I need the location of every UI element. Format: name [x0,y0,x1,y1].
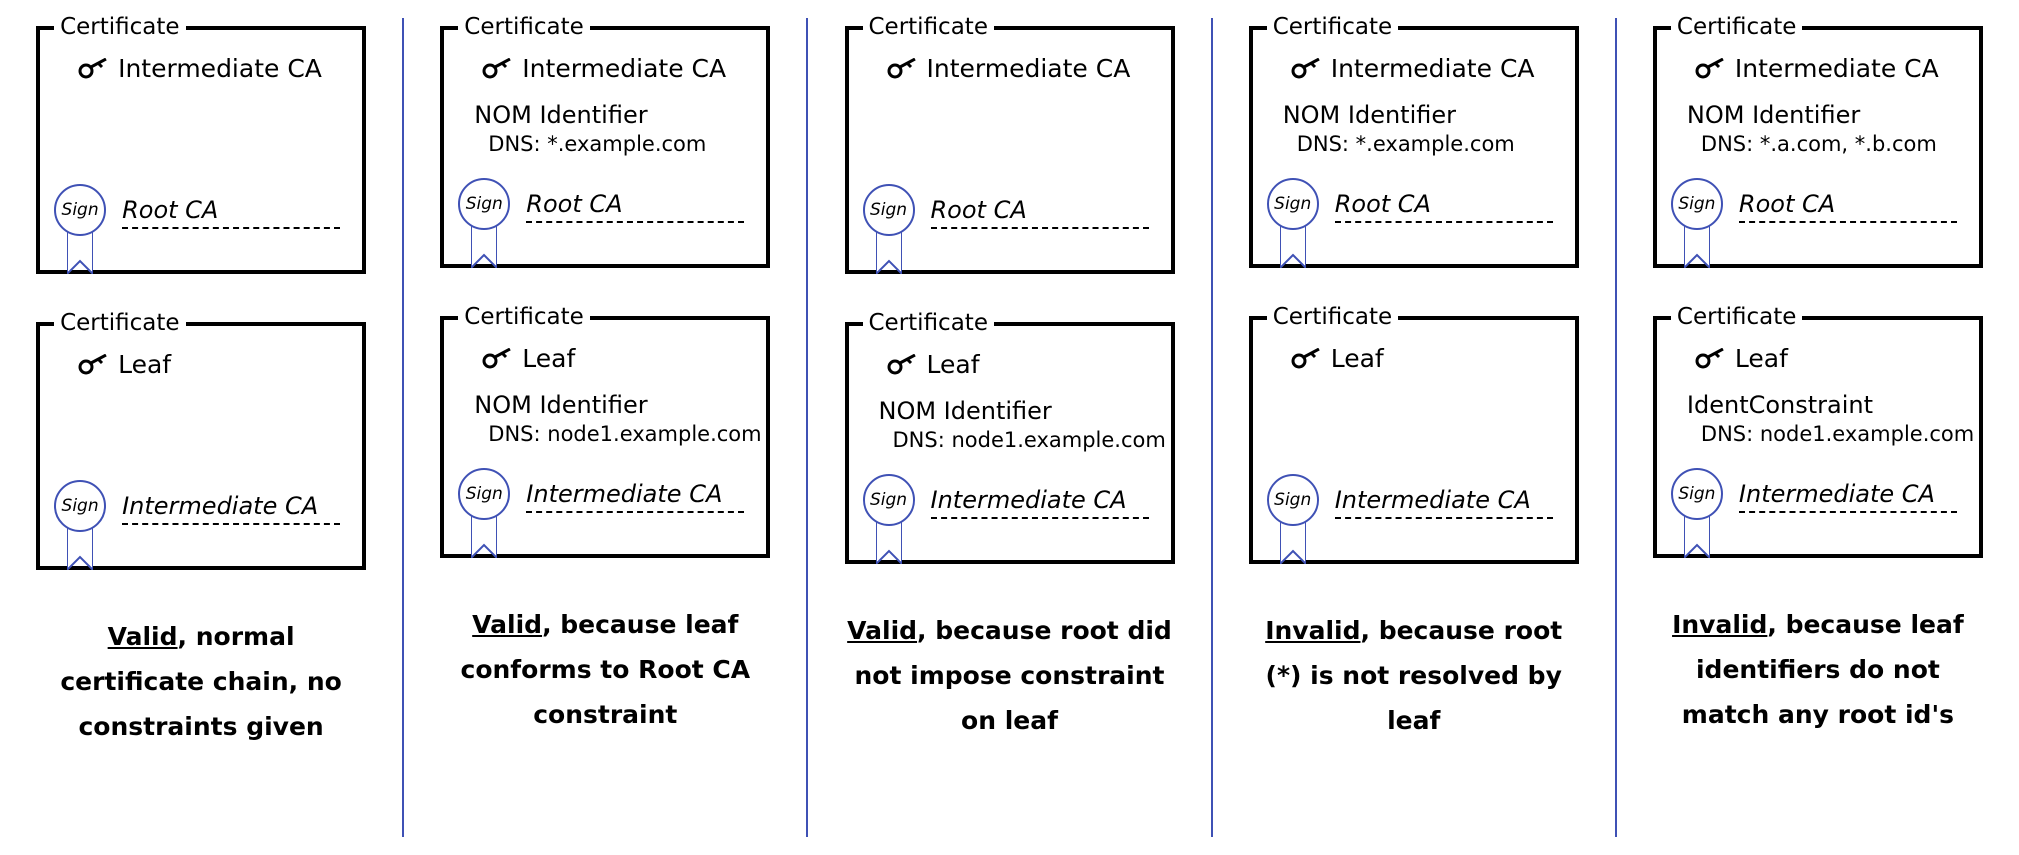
diagram-column-3 [808,0,1210,855]
seal-circle [54,480,106,532]
certificate-field-block [1686,390,1975,448]
certificate-issuer-signature: Intermediate CA [1335,485,1553,519]
column-caption [1653,602,1983,737]
key-icon [78,354,108,376]
diagram-column-4 [1213,0,1615,855]
certificate-legend: Certificate [458,305,589,329]
seal-label: Sign [61,496,99,516]
certificate-signature-row [1673,176,1963,236]
signature-seal-icon [1671,178,1727,234]
signature-seal-icon [1671,468,1727,524]
caption-text: , because root (*) is not resolved by leaf [1265,616,1563,735]
signature-seal-icon [54,184,110,240]
key-icon [482,348,512,370]
certificate-field-name: IdentConstraint [1686,391,1874,419]
seal-circle [863,474,915,526]
seal-label: Sign [869,200,908,220]
key-icon [887,58,917,80]
caption-verdict: Invalid [1672,610,1768,639]
signature-seal-icon [1267,178,1323,234]
certificate-title-row [482,54,750,84]
certificate-field-value: DNS: *.example.com [1296,132,1515,156]
certificate-issuer-signature: Root CA [931,195,1149,229]
seal-circle [458,468,510,520]
certificate-field-block [70,396,346,460]
certificate-field-value: DNS: node1.example.com [488,422,762,446]
certificate-subject-label: Leaf [1734,344,1788,373]
caption-verdict: Invalid [1265,616,1361,645]
seal-label: Sign [1274,194,1312,214]
certificate-legend: Certificate [1671,305,1802,329]
column-caption [1249,608,1579,743]
certificate-subject-label: Intermediate CA [522,54,727,83]
certificate-subject-label: Intermediate CA [1330,54,1535,83]
certificate-issuer-signature: Root CA [122,195,340,229]
seal-circle [1267,178,1319,230]
caption-verdict: Valid [847,616,918,645]
caption-text: , because leaf conforms to Root CA constraint [460,610,751,729]
certificate-subject-label: Leaf [522,344,576,373]
seal-label: Sign [1678,484,1716,504]
key-icon [1695,348,1725,370]
certificate-card-lower-4 [1249,304,1579,564]
certificate-card-lower-5 [1653,304,1983,558]
certificate-legend: Certificate [458,15,589,39]
certificate-card-upper-4 [1249,14,1579,268]
certificate-signature-row [56,478,346,538]
key-icon [887,354,917,376]
certificate-field-name: NOM Identifier [474,391,648,419]
seal-label: Sign [465,484,503,504]
signature-seal-icon [458,178,514,234]
certificate-card-lower-2 [440,304,770,558]
certificate-subject-label: Intermediate CA [926,54,1131,83]
certificate-subject-label: Leaf [1330,344,1384,373]
certificate-field-name: NOM Identifier [878,397,1052,425]
certificate-signature-row [1673,466,1963,526]
seal-circle [54,184,106,236]
certificate-subject-label: Leaf [118,350,172,379]
signature-seal-icon [863,184,919,240]
certificate-legend: Certificate [863,311,994,335]
certificate-field-block [1283,100,1559,158]
signature-seal-icon [1267,474,1323,530]
certificate-legend: Certificate [54,15,185,39]
certificate-title-row [1695,54,1963,84]
certificate-field-block [878,396,1166,454]
certificate-signature-row [865,472,1155,532]
caption-text: , because root did not impose constraint on leaf [854,616,1172,735]
certificate-title-row [1291,54,1559,84]
certificate-subject-label: Intermediate CA [1734,54,1939,83]
seal-label: Sign [1274,490,1312,510]
seal-label: Sign [465,194,503,214]
certificate-issuer-signature: Intermediate CA [526,479,744,513]
certificate-field-name: NOM Identifier [474,101,648,129]
seal-circle [1267,474,1319,526]
certificate-issuer-signature: Intermediate CA [122,491,340,525]
certificate-subject-label: Intermediate CA [118,54,322,83]
diagram-column-2 [404,0,806,855]
signature-seal-icon [458,468,514,524]
certificate-field-block [1687,100,1963,158]
key-icon [1291,58,1321,80]
certificate-title-row [78,54,346,84]
certificate-card-upper-2 [440,14,770,268]
certificate-title-row [482,344,750,374]
certificate-field-block [879,100,1155,164]
signature-seal-icon [54,480,110,536]
diagram-column-1 [0,0,402,855]
certificate-field-value: DNS: node1.example.com [1700,422,1975,446]
seal-label: Sign [61,200,99,220]
seal-circle [1671,178,1723,230]
certificate-card-upper-5 [1653,14,1983,268]
certificate-field-name: NOM Identifier [1282,101,1456,129]
certificate-legend: Certificate [1671,15,1802,39]
certificate-signature-row [56,182,346,242]
key-icon [1695,58,1725,80]
certificate-title-row [1291,344,1559,374]
certificate-issuer-signature: Intermediate CA [1739,479,1957,513]
certificate-issuer-signature: Root CA [1739,189,1957,223]
certificate-field-value: DNS: *.a.com, *.b.com [1700,132,1937,156]
caption-text: , normal certificate chain, no constraints given [60,622,342,741]
certificate-legend: Certificate [1267,305,1398,329]
certificate-title-row [1695,344,1963,374]
caption-verdict: Valid [107,622,178,651]
certificate-field-block [474,390,762,448]
key-icon [482,58,512,80]
certificate-subject-label: Leaf [926,350,980,379]
seal-circle [458,178,510,230]
certificate-legend: Certificate [863,15,994,39]
column-caption [845,608,1175,743]
certificate-signature-row [865,182,1155,242]
certificate-signature-row [1269,176,1559,236]
certificate-field-block [474,100,750,158]
certificate-legend: Certificate [54,311,185,335]
certificate-signature-row [460,176,750,236]
caption-text: , because leaf identifiers do not match any root id's [1681,610,1964,729]
certificate-field-value: DNS: *.example.com [488,132,707,156]
certificate-card-upper-1 [36,14,366,274]
seal-circle [1671,468,1723,520]
certificate-legend: Certificate [1267,15,1398,39]
column-caption [36,614,366,749]
certificate-card-lower-3 [845,310,1175,564]
key-icon [78,58,108,80]
certificate-signature-row [460,466,750,526]
diagram-column-5 [1617,0,2019,855]
certificate-field-block [70,100,346,164]
certificate-card-upper-3 [845,14,1175,274]
column-caption [440,602,770,737]
certificate-issuer-signature: Root CA [526,189,744,223]
certificate-title-row [887,350,1155,380]
caption-verdict: Valid [472,610,543,639]
certificate-title-row [78,350,346,380]
certificate-field-value: DNS: node1.example.com [892,428,1166,452]
certificate-card-lower-1 [36,310,366,570]
certificate-field-name: NOM Identifier [1686,101,1861,129]
certificate-signature-row [1269,472,1559,532]
signature-seal-icon [863,474,919,530]
certificate-issuer-signature: Root CA [1335,189,1553,223]
key-icon [1291,348,1321,370]
certificate-issuer-signature: Intermediate CA [931,485,1149,519]
seal-label: Sign [869,490,908,510]
seal-label: Sign [1678,194,1716,214]
certificate-field-block [1283,390,1559,454]
certificate-title-row [887,54,1155,84]
seal-circle [863,184,915,236]
